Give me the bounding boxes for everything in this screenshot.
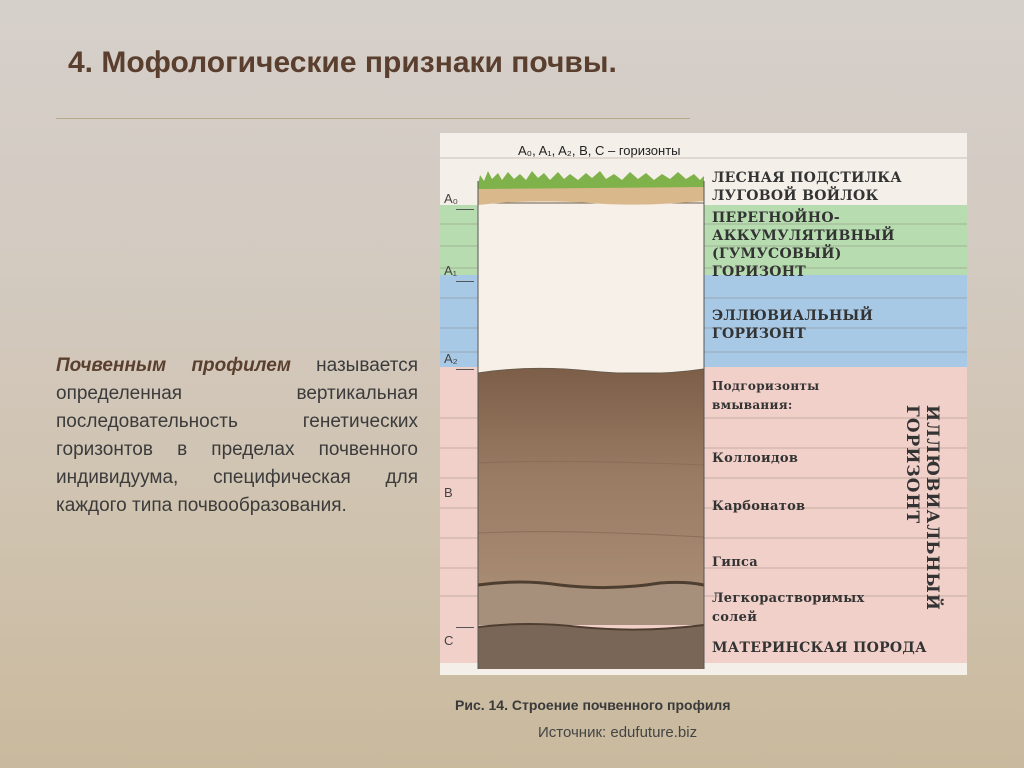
salts-line-1: Легкорастворимых (712, 591, 865, 606)
c-horizon-soil (478, 624, 704, 669)
humus-line-4: ГОРИЗОНТ (712, 264, 806, 280)
subhorizons-line-2: вмывания: (712, 398, 793, 412)
marker-tick (456, 209, 474, 210)
humus-line-3: (ГУМУСОВЫЙ) (712, 246, 842, 262)
figure-caption: Рис. 14. Строение почвенного профиля (455, 697, 731, 713)
eluvial-line-1: ЭЛЛЮВИАЛЬНЫЙ (712, 308, 874, 324)
subhorizons-line-1: Подгоризонты (712, 379, 820, 393)
definition-text (56, 352, 418, 520)
source-text: Источник: edufuture.biz (538, 724, 698, 741)
title-divider (56, 118, 690, 119)
horizons-caption: A₀, A₁, A₂, B, C – горизонты (518, 143, 681, 158)
soil-profile-figure (440, 133, 967, 675)
grass-layer (478, 171, 704, 189)
definition-term: Почвенным профилем (56, 355, 291, 376)
marker-tick (456, 627, 474, 628)
marker-tick (456, 281, 474, 282)
humus-line-2: АККУМУЛЯТИВНЫЙ (712, 228, 895, 244)
illuvial-vertical-label: ИЛЛЮВИАЛЬНЫЙ ГОРИЗОНТ (902, 405, 942, 611)
humus-label (712, 209, 895, 281)
definition-body: называется определенная вертикальная последовательность генетических горизонтов в пределах почвенного индивидуума, специфическая для каждого типа почвообразования. (56, 355, 418, 516)
salts-label (712, 589, 865, 627)
parent-rock-label: МАТЕРИНСКАЯ ПОРОДА (712, 640, 927, 656)
marker-a1: A₁ (444, 263, 458, 278)
marker-a0: A₀ (444, 191, 459, 206)
eluvial-label (712, 307, 873, 343)
subhorizons-label (712, 377, 820, 415)
b-horizon-soil (478, 368, 704, 588)
eluvial-line-2: ГОРИЗОНТ (712, 326, 806, 342)
carbonates-label: Карбонатов (712, 499, 806, 514)
salts-line-2: солей (712, 610, 758, 625)
marker-tick (456, 369, 474, 370)
gypsum-label: Гипса (712, 555, 758, 570)
marker-c: C (444, 633, 454, 648)
litter-label (712, 169, 902, 205)
slide-title: 4. Мофологические признаки почвы. (68, 46, 617, 79)
a-horizon-soil (478, 203, 704, 373)
litter-line-1: ЛЕСНАЯ ПОДСТИЛКА (712, 170, 903, 186)
colloids-label: Коллоидов (712, 451, 799, 466)
litter-line-2: ЛУГОВОЙ ВОЙЛОК (712, 188, 879, 204)
humus-line-1: ПЕРЕГНОЙНО- (712, 210, 840, 226)
marker-a2: A₂ (444, 351, 458, 366)
marker-b: B (444, 485, 453, 500)
